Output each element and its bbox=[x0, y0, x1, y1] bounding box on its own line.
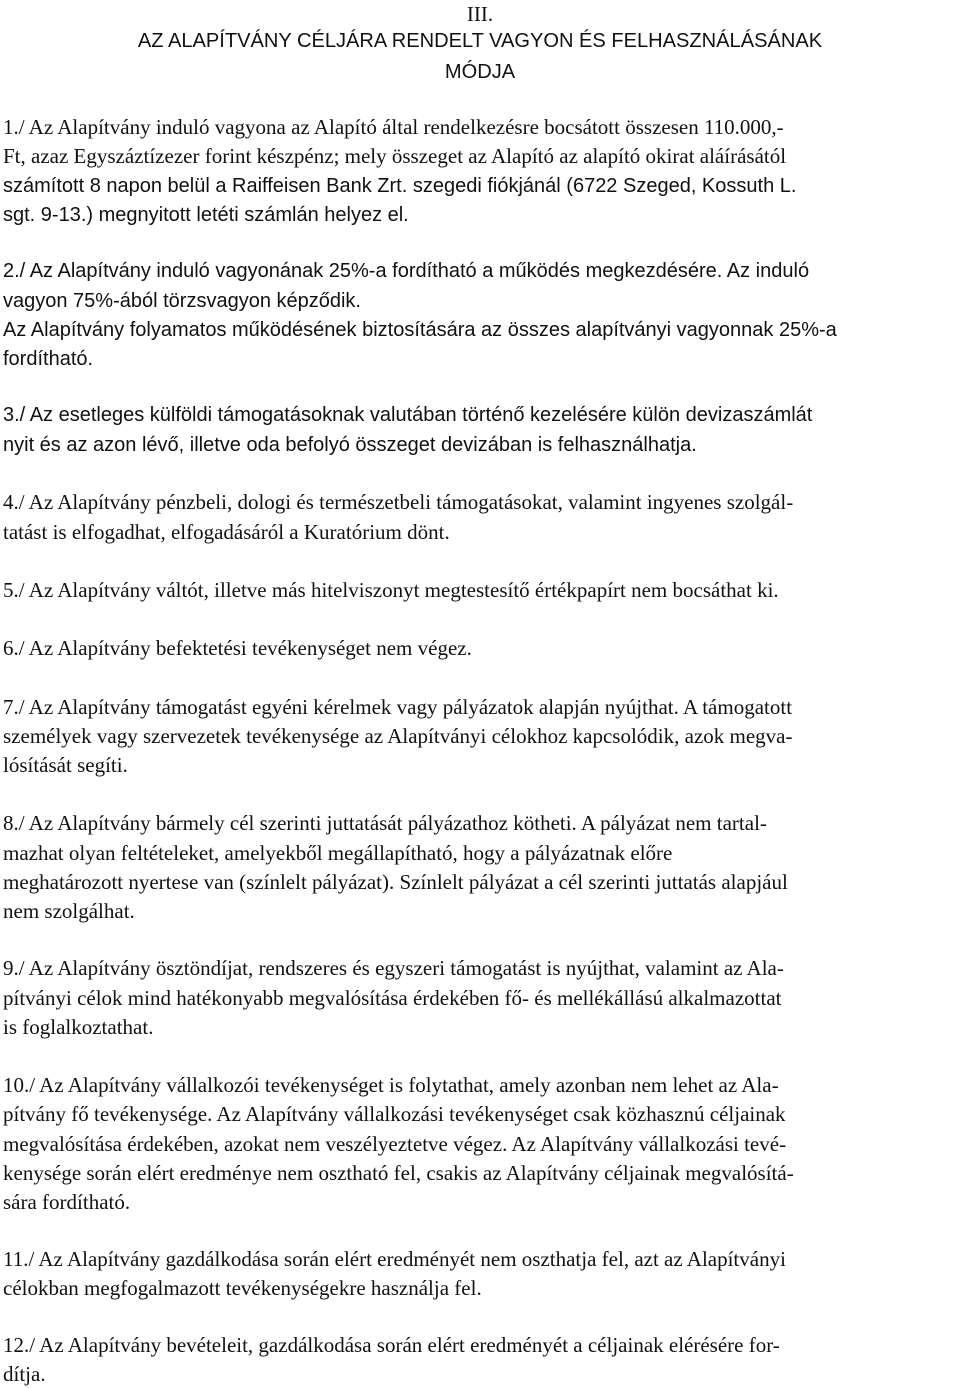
paragraph-7-line-2: személyek vagy szervezetek tevékenysége az Alapítványi célokhoz kapcsolódik, azok megva- bbox=[3, 724, 793, 748]
paragraph-12-line-1: 12./ Az Alapítvány bevételeit, gazdálkodása során elért eredményét a céljainak elérésére for- bbox=[3, 1333, 780, 1357]
chapter-title-line-2: MÓDJA bbox=[444, 61, 516, 83]
paragraph-2-line-2: vagyon 75%-ából törzsvagyon képződik. bbox=[3, 290, 361, 312]
paragraph-8-line-4: nem szolgálhat. bbox=[3, 899, 135, 923]
paragraph-8-line-1: 8./ Az Alapítvány bármely cél szerinti juttatását pályázathoz kötheti. A pályázat nem tartal- bbox=[3, 811, 767, 835]
paragraph-12-line-2: dítja. bbox=[3, 1362, 46, 1386]
paragraph-9-line-2: pítványi célok mind hatékonyabb megvalósítása érdekében fő- és mellékállású alkalmazottat bbox=[3, 986, 782, 1010]
paragraph-11-line-2: célokban megfogalmazott tevékenységekre használja fel. bbox=[3, 1276, 482, 1300]
paragraph-4-line-1: 4./ Az Alapítvány pénzbeli, dologi és természetbeli támogatásokat, valamint ingyenes szolgál- bbox=[3, 490, 794, 514]
paragraph-3-line-1: 3./ Az esetleges külföldi támogatásoknak valutában történő kezelésére külön devizaszámlát bbox=[3, 404, 813, 426]
paragraph-3-line-2: nyit és az azon lévő, illetve oda befolyó összeget devizában is felhasználhatja. bbox=[3, 434, 697, 456]
paragraph-1-line-1: 1./ Az Alapítvány induló vagyona az Alapító által rendelkezésre bocsátott összesen 110.000,- bbox=[3, 115, 784, 139]
paragraph-1-line-2: Ft, azaz Egyszáztízezer forint készpénz; mely összeget az Alapító az alapító okirat aláírásától bbox=[3, 144, 787, 168]
paragraph-1-line-4: sgt. 9-13.) megnyitott letéti számlán helyez el. bbox=[3, 204, 409, 226]
chapter-number: III. bbox=[466, 2, 494, 26]
paragraph-9-line-3: is foglalkoztathat. bbox=[3, 1015, 154, 1039]
paragraph-2-line-3: Az Alapítvány folyamatos működésének biztosítására az összes alapítványi vagyonnak 25%-a bbox=[3, 319, 837, 341]
paragraph-9-line-1: 9./ Az Alapítvány ösztöndíjat, rendszeres és egyszeri támogatást is nyújthat, valamint az Ala- bbox=[3, 956, 784, 980]
chapter-title-line-1: AZ ALAPÍTVÁNY CÉLJÁRA RENDELT VAGYON ÉS FELHASZNÁLÁSÁNAK bbox=[137, 30, 823, 52]
paragraph-11-line-1: 11./ Az Alapítvány gazdálkodása során elért eredményét nem oszthatja fel, azt az Alapítványi bbox=[3, 1247, 786, 1271]
paragraph-7-line-1: 7./ Az Alapítvány támogatást egyéni kérelmek vagy pályázatok alapján nyújthat. A támogatott bbox=[3, 695, 793, 719]
paragraph-4-line-2: tatást is elfogadhat, elfogadásáról a Kuratórium dönt. bbox=[3, 520, 450, 544]
paragraph-6-line-1: 6./ Az Alapítvány befektetési tevékenységet nem végez. bbox=[3, 636, 472, 660]
paragraph-10-line-4: kenysége során elért eredménye nem osztható fel, csakis az Alapítvány céljainak megvalósítá- bbox=[3, 1161, 794, 1185]
paragraph-2-line-4: fordítható. bbox=[3, 348, 94, 370]
paragraph-5-line-1: 5./ Az Alapítvány váltót, illetve más hitelviszonyt megtestesítő értékpapírt nem bocsáthat ki. bbox=[3, 578, 779, 602]
paragraph-10-line-2: pítvány fő tevékenysége. Az Alapítvány vállalkozási tevékenységet csak közhasznú céljainak bbox=[3, 1102, 786, 1126]
paragraph-7-line-3: lósítását segíti. bbox=[3, 753, 128, 777]
paragraph-10-line-3: megvalósítása érdekében, azokat nem veszélyeztetve végez. Az Alapítvány vállalkozási tevé- bbox=[3, 1132, 787, 1156]
paragraph-8-line-3: meghatározott nyertese van (színlelt pályázat). Színlelt pályázat a cél szerinti juttatás alapjául bbox=[3, 870, 788, 894]
paragraph-8-line-2: mazhat olyan feltételeket, amelyekből megállapítható, hogy a pályázatnak előre bbox=[3, 841, 673, 865]
paragraph-2-line-1: 2./ Az Alapítvány induló vagyonának 25%-a fordítható a működés megkezdésére. Az induló bbox=[3, 260, 810, 282]
paragraph-10-line-1: 10./ Az Alapítvány vállalkozói tevékenységet is folytathat, amely azonban nem lehet az Ala- bbox=[3, 1073, 779, 1097]
paragraph-10-line-5: sára fordítható. bbox=[3, 1190, 131, 1214]
paragraph-1-line-3: számított 8 napon belül a Raiffeisen Bank Zrt. szegedi fiókjánál (6722 Szeged, Kossuth L. bbox=[3, 175, 797, 197]
